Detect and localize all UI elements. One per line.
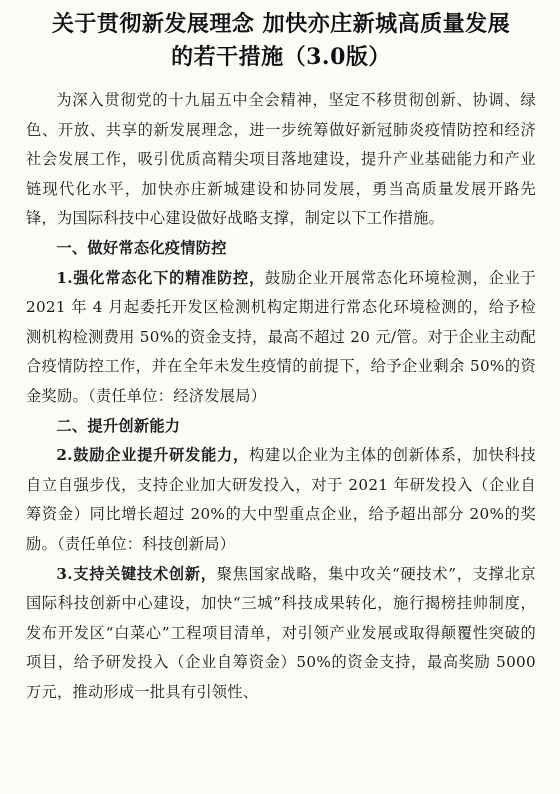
title-line-1: 关于贯彻新发展理念 加快亦庄新城高质量发展 xyxy=(51,11,511,37)
measure-2-paragraph xyxy=(26,441,536,559)
measure-2-lead: 2.鼓励企业提升研发能力， xyxy=(56,446,250,465)
intro-paragraph: 为深入贯彻党的十九届五中全会精神，坚定不移贯彻创新、协调、绿色、开放、共享的新发展理念，进一步统筹做好新冠肺炎疫情防控和经济社会发展工作，吸引优质高精尖项目落地建设，提升产业基础能力和产业链现代化水平，加快亦庄新城建设和协同发展，勇当高质量发展开路先锋，为国际科技中心建设做好战略支撑，制定以下工作措施。 xyxy=(26,91,536,228)
measure-1-lead: 1.强化常态化下的精准防控， xyxy=(56,268,265,287)
measure-2-body: 构建以企业为主体的创新体系，加快科技自立自强步伐，支持企业加大研发投入，对于 2021 年研发投入（企业自筹资金）同比增长超过 20%的大中型重点企业，给予超出部分 20%的奖励。（责任单位：科技创新局） xyxy=(26,446,536,553)
document-title xyxy=(26,8,536,74)
measure-3-body: 聚焦国家战略，集中攻关“硬技术”，支撑北京国际科技创新中心建设，加快“三城”科技成果转化，施行揭榜挂帅制度，发布开发区“白菜心”工程项目清单，对引领产业发展或取得颠覆性突破的项目，给予研发投入（企业自筹资金）50%的资金支持，最高奖励 5000 万元，推动形成一批具有引领性、 xyxy=(26,564,536,701)
measure-3-paragraph xyxy=(26,560,536,708)
measure-3-lead: 3.支持关键技术创新， xyxy=(56,564,217,583)
measure-1-body: 鼓励企业开展常态化环境检测，企业于 2021 年 4 月起委托开发区检测机构定期进行常态化环境检测的，给予检测机构检测费用 50%的资金支持，最高不超过 20 元/管。对于企业主动配合疫情防控工作，并在全年未发生疫情的前提下，给予企业剩余 50%的资金奖励。（责任单位：经济发展局） xyxy=(26,268,536,405)
measure-1-paragraph xyxy=(26,264,536,412)
section-heading-2: 二、提升创新能力 xyxy=(56,416,181,435)
section-heading-1: 一、做好常态化疫情防控 xyxy=(56,238,227,257)
title-line-2: 的若干措施（3.0版） xyxy=(171,44,391,70)
